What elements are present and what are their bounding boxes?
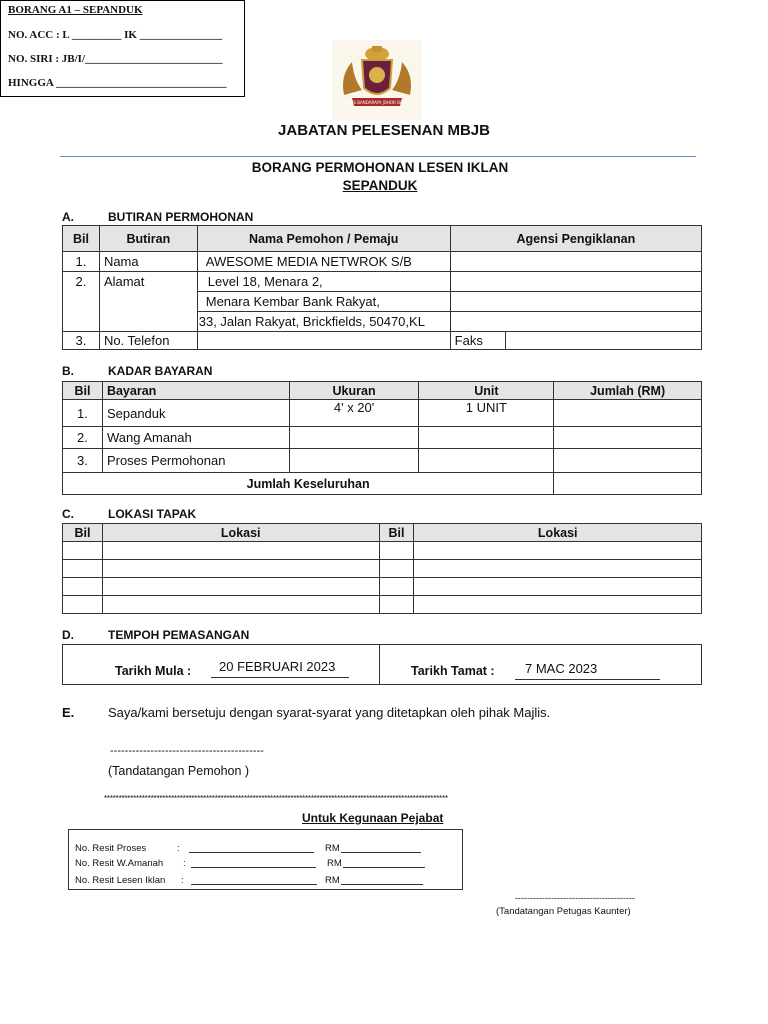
reference-box bbox=[0, 0, 245, 97]
location-table bbox=[62, 523, 702, 614]
receipt-process-field[interactable] bbox=[189, 852, 314, 853]
rm-label: RM bbox=[325, 875, 340, 886]
total-label: Jumlah Keseluruhan bbox=[63, 473, 554, 495]
row-label: Nama bbox=[99, 252, 197, 272]
colon: : bbox=[183, 858, 186, 869]
crest-banner-text: MAJLIS BANDARAYA JOHOR BAHRU bbox=[342, 100, 412, 105]
bil-field[interactable] bbox=[63, 542, 103, 560]
bil-field[interactable] bbox=[379, 542, 414, 560]
col-header-bayaran: Bayaran bbox=[102, 382, 289, 400]
unit-field[interactable] bbox=[419, 449, 554, 473]
office-use-title: Untuk Kegunaan Pejabat bbox=[302, 811, 444, 825]
section-d-letter: D. bbox=[62, 628, 74, 642]
row-label: Wang Amanah bbox=[102, 427, 289, 449]
counter-signature-label: (Tandatangan Petugas Kaunter) bbox=[496, 906, 631, 917]
form-title: BORANG PERMOHONAN LESEN IKLAN bbox=[251, 160, 509, 175]
agency-address-field[interactable] bbox=[450, 292, 701, 312]
table-row bbox=[63, 596, 702, 614]
table-row bbox=[63, 252, 702, 272]
ukuran-field[interactable] bbox=[289, 449, 419, 473]
empty-cell bbox=[63, 292, 100, 312]
agreement-statement: Saya/kami bersetuju dengan syarat-syarat yang ditetapkan oleh pihak Majlis. bbox=[108, 705, 551, 720]
receipt-deposit-field[interactable] bbox=[191, 867, 316, 868]
section-c-letter: C. bbox=[62, 507, 74, 521]
row-bil: 3. bbox=[63, 332, 100, 350]
ref-hingga-field[interactable]: HINGGA _______________________________ bbox=[8, 77, 227, 89]
rm-label: RM bbox=[325, 843, 340, 854]
faks-cell bbox=[450, 332, 701, 350]
col-header-bil: Bil bbox=[379, 524, 414, 542]
col-header-unit: Unit bbox=[419, 382, 554, 400]
row-label: No. Telefon bbox=[99, 332, 197, 350]
rm-license-field[interactable] bbox=[341, 884, 423, 885]
ref-box-title: BORANG A1 – SEPANDUK bbox=[8, 4, 143, 16]
section-d-title: TEMPOH PEMASANGAN bbox=[108, 628, 250, 642]
row-bil: 1. bbox=[63, 252, 100, 272]
row-label: Sepanduk bbox=[102, 400, 289, 427]
period-divider bbox=[379, 645, 380, 684]
mbjb-crest-icon bbox=[332, 40, 422, 120]
table-row bbox=[63, 312, 702, 332]
rm-label: RM bbox=[327, 858, 342, 869]
bil-field[interactable] bbox=[379, 578, 414, 596]
section-c-title: LOKASI TAPAK bbox=[108, 507, 197, 521]
lokasi-field[interactable] bbox=[414, 542, 702, 560]
section-a-letter: A. bbox=[62, 210, 74, 224]
bil-field[interactable] bbox=[63, 560, 103, 578]
lokasi-field[interactable] bbox=[414, 560, 702, 578]
end-date-label: Tarikh Tamat : bbox=[411, 664, 495, 678]
phone-field[interactable] bbox=[197, 332, 450, 350]
lokasi-field[interactable] bbox=[102, 560, 379, 578]
start-date-label: Tarikh Mula : bbox=[115, 664, 192, 678]
section-b-letter: B. bbox=[62, 364, 74, 378]
row-bil: 2. bbox=[63, 272, 100, 292]
bil-field[interactable] bbox=[379, 596, 414, 614]
unit-field[interactable] bbox=[419, 427, 554, 449]
payment-table bbox=[62, 381, 702, 495]
ref-siri-field[interactable]: NO. SIRI : JB/I/_________________________ bbox=[8, 53, 223, 65]
faks-label: Faks bbox=[451, 332, 506, 349]
empty-cell bbox=[63, 312, 100, 332]
col-header-lokasi: Lokasi bbox=[414, 524, 702, 542]
form-subtitle: SEPANDUK bbox=[342, 178, 418, 193]
office-use-box bbox=[68, 829, 463, 890]
bil-field[interactable] bbox=[63, 578, 103, 596]
colon: : bbox=[177, 843, 180, 854]
col-header-bil: Bil bbox=[63, 226, 100, 252]
receipt-deposit-label: No. Resit W.Amanah bbox=[75, 858, 164, 869]
col-header-lokasi: Lokasi bbox=[102, 524, 379, 542]
table-row bbox=[63, 332, 702, 350]
col-header-nama: Nama Pemohon / Pemaju bbox=[197, 226, 450, 252]
col-header-agensi: Agensi Pengiklanan bbox=[450, 226, 701, 252]
install-period-box bbox=[62, 644, 702, 685]
rm-process-field[interactable] bbox=[341, 852, 421, 853]
empty-cell bbox=[99, 292, 197, 312]
applicant-name-field[interactable]: AWESOME MEDIA NETWROK S/B bbox=[197, 252, 450, 272]
table-row bbox=[63, 400, 702, 427]
applicant-signature-label: (Tandatangan Pemohon ) bbox=[108, 764, 250, 778]
section-e-letter: E. bbox=[62, 705, 75, 720]
unit-field[interactable]: 1 UNIT bbox=[419, 400, 554, 427]
header-divider bbox=[60, 156, 696, 157]
jumlah-field[interactable] bbox=[554, 400, 702, 427]
col-header-ukuran: Ukuran bbox=[289, 382, 419, 400]
ukuran-field[interactable] bbox=[289, 427, 419, 449]
table-row bbox=[63, 427, 702, 449]
agency-address-field[interactable] bbox=[450, 272, 701, 292]
applicant-table bbox=[62, 225, 702, 350]
start-date-field[interactable]: 20 FEBRUARI 2023 bbox=[211, 659, 349, 678]
jumlah-field[interactable] bbox=[554, 449, 702, 473]
ref-acc-field[interactable]: NO. ACC : L _________ IK _______________ bbox=[8, 29, 223, 41]
row-bil: 2. bbox=[63, 427, 103, 449]
row-bil: 3. bbox=[63, 449, 103, 473]
table-row bbox=[63, 292, 702, 312]
address-line-3-field[interactable]: 33, Jalan Rakyat, Brickfields, 50470,KL bbox=[197, 312, 450, 332]
bil-field[interactable] bbox=[379, 560, 414, 578]
rm-deposit-field[interactable] bbox=[343, 867, 425, 868]
table-row bbox=[63, 272, 702, 292]
lokasi-field[interactable] bbox=[102, 578, 379, 596]
empty-cell bbox=[99, 312, 197, 332]
section-b-title: KADAR BAYARAN bbox=[108, 364, 213, 378]
jumlah-field[interactable] bbox=[554, 427, 702, 449]
department-title: JABATAN PELESENAN MBJB bbox=[278, 122, 490, 139]
receipt-license-label: No. Resit Lesen Iklan bbox=[75, 875, 166, 886]
address-line-2-field[interactable]: Menara Kembar Bank Rakyat, bbox=[197, 292, 450, 312]
col-header-bil: Bil bbox=[63, 524, 103, 542]
colon: : bbox=[181, 875, 184, 886]
row-label: Proses Permohonan bbox=[102, 449, 289, 473]
col-header-bil: Bil bbox=[63, 382, 103, 400]
agency-address-field[interactable] bbox=[450, 312, 701, 332]
table-row bbox=[63, 542, 702, 560]
applicant-signature-line[interactable]: ------------------------------------------ bbox=[110, 745, 264, 757]
section-a-title: BUTIRAN PERMOHONAN bbox=[108, 210, 254, 224]
table-row bbox=[63, 578, 702, 596]
lokasi-field[interactable] bbox=[102, 596, 379, 614]
row-label: Alamat bbox=[99, 272, 197, 292]
ukuran-field[interactable]: 4' x 20' bbox=[289, 400, 419, 427]
lokasi-field[interactable] bbox=[414, 578, 702, 596]
address-line-1-field[interactable]: Level 18, Menara 2, bbox=[197, 272, 450, 292]
receipt-license-field[interactable] bbox=[191, 884, 317, 885]
end-date-field[interactable]: 7 MAC 2023 bbox=[515, 661, 660, 680]
table-row bbox=[63, 449, 702, 473]
lokasi-field[interactable] bbox=[102, 542, 379, 560]
table-row bbox=[63, 473, 702, 495]
agency-field[interactable] bbox=[450, 252, 701, 272]
total-field[interactable] bbox=[554, 473, 702, 495]
separator-line: ********************************************************************************************************************** bbox=[104, 794, 448, 803]
col-header-butiran: Butiran bbox=[99, 226, 197, 252]
counter-signature-line[interactable]: ---------------------------------------- bbox=[515, 893, 635, 903]
table-row bbox=[63, 560, 702, 578]
lokasi-field[interactable] bbox=[414, 596, 702, 614]
bil-field[interactable] bbox=[63, 596, 103, 614]
row-bil: 1. bbox=[63, 400, 103, 427]
col-header-jumlah: Jumlah (RM) bbox=[554, 382, 702, 400]
receipt-process-label: No. Resit Proses bbox=[75, 843, 147, 854]
